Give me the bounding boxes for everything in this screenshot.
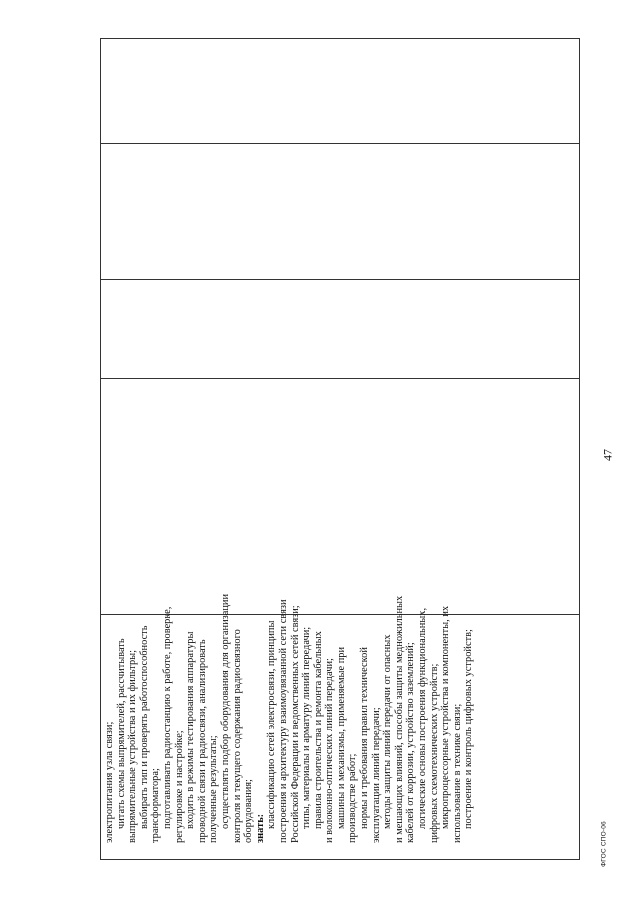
text-line: построение и контроль цифровых устройств;: [463, 629, 475, 829]
text-line: осуществлять подбор оборудования для организации: [219, 593, 231, 829]
text-line: электропитания узла связи;: [104, 721, 115, 843]
text-line: регулировке и настройке;: [173, 730, 185, 843]
text-line: машины и механизмы, применяемые при: [335, 646, 347, 829]
text-line: методы защиты линий передачи от опасных: [382, 634, 394, 829]
competency-text-cell: [101, 39, 581, 861]
text-line: и мешающих влияний, способы защиты медножильных: [393, 595, 405, 843]
text-line: эксплуатации линий передачи;: [370, 707, 382, 843]
page-number: 47: [600, 449, 615, 461]
text-line: кабелей от коррозии, устройство заземлений;: [405, 642, 417, 843]
table-frame: [100, 38, 580, 860]
text-line: полученные результаты;: [208, 735, 220, 843]
text-line: типы, материалы и арматуру линий передачи;: [301, 626, 313, 829]
text-line: оборудования;: [243, 779, 255, 843]
text-line: знать:: [254, 813, 266, 843]
text-line: микропроцессорные устройства и компоненты, их: [440, 605, 452, 829]
text-line: и волоконно-оптических линий передачи;: [324, 658, 336, 843]
text-line: использование в технике связи;: [451, 703, 463, 843]
text-line: читать схемы выпрямителей, рассчитывать: [115, 638, 127, 829]
text-line: подготавливать радиостанцию к работе, проверке,: [161, 606, 173, 829]
text-line: трансформатора;: [150, 768, 162, 843]
text-line: классификацию сетей электросвязи, принципы: [266, 620, 278, 829]
rotated-table-content: [101, 39, 581, 861]
footer-code: ФГОС СПО-06: [600, 821, 608, 867]
text-line: Российской Федерации и ведомственных сетей связи;: [289, 605, 301, 843]
text-line: выбирать тип и проверять работоспособность: [138, 625, 150, 829]
text-line: правила строительства и ремонта кабельных: [312, 631, 324, 829]
text-line: проводной связи и радиосвязи, анализировать: [196, 639, 208, 843]
text-line: контроля и текущего содержания радиосвязного: [231, 629, 243, 843]
text-line: производстве работ;: [347, 753, 359, 843]
text-line: построения и архитектуру взаимоувязанной сети связи: [277, 599, 289, 843]
text-line: нормы и требования правил технической: [359, 647, 371, 829]
text-line: выпрямительные устройства и их фильтры;: [127, 649, 139, 843]
text-line: входить в режимы тестирования аппаратуры: [185, 631, 197, 829]
text-line: логические основы построения функциональных,: [417, 607, 429, 829]
text-line: цифровых схемотехнических устройств;: [428, 663, 440, 843]
